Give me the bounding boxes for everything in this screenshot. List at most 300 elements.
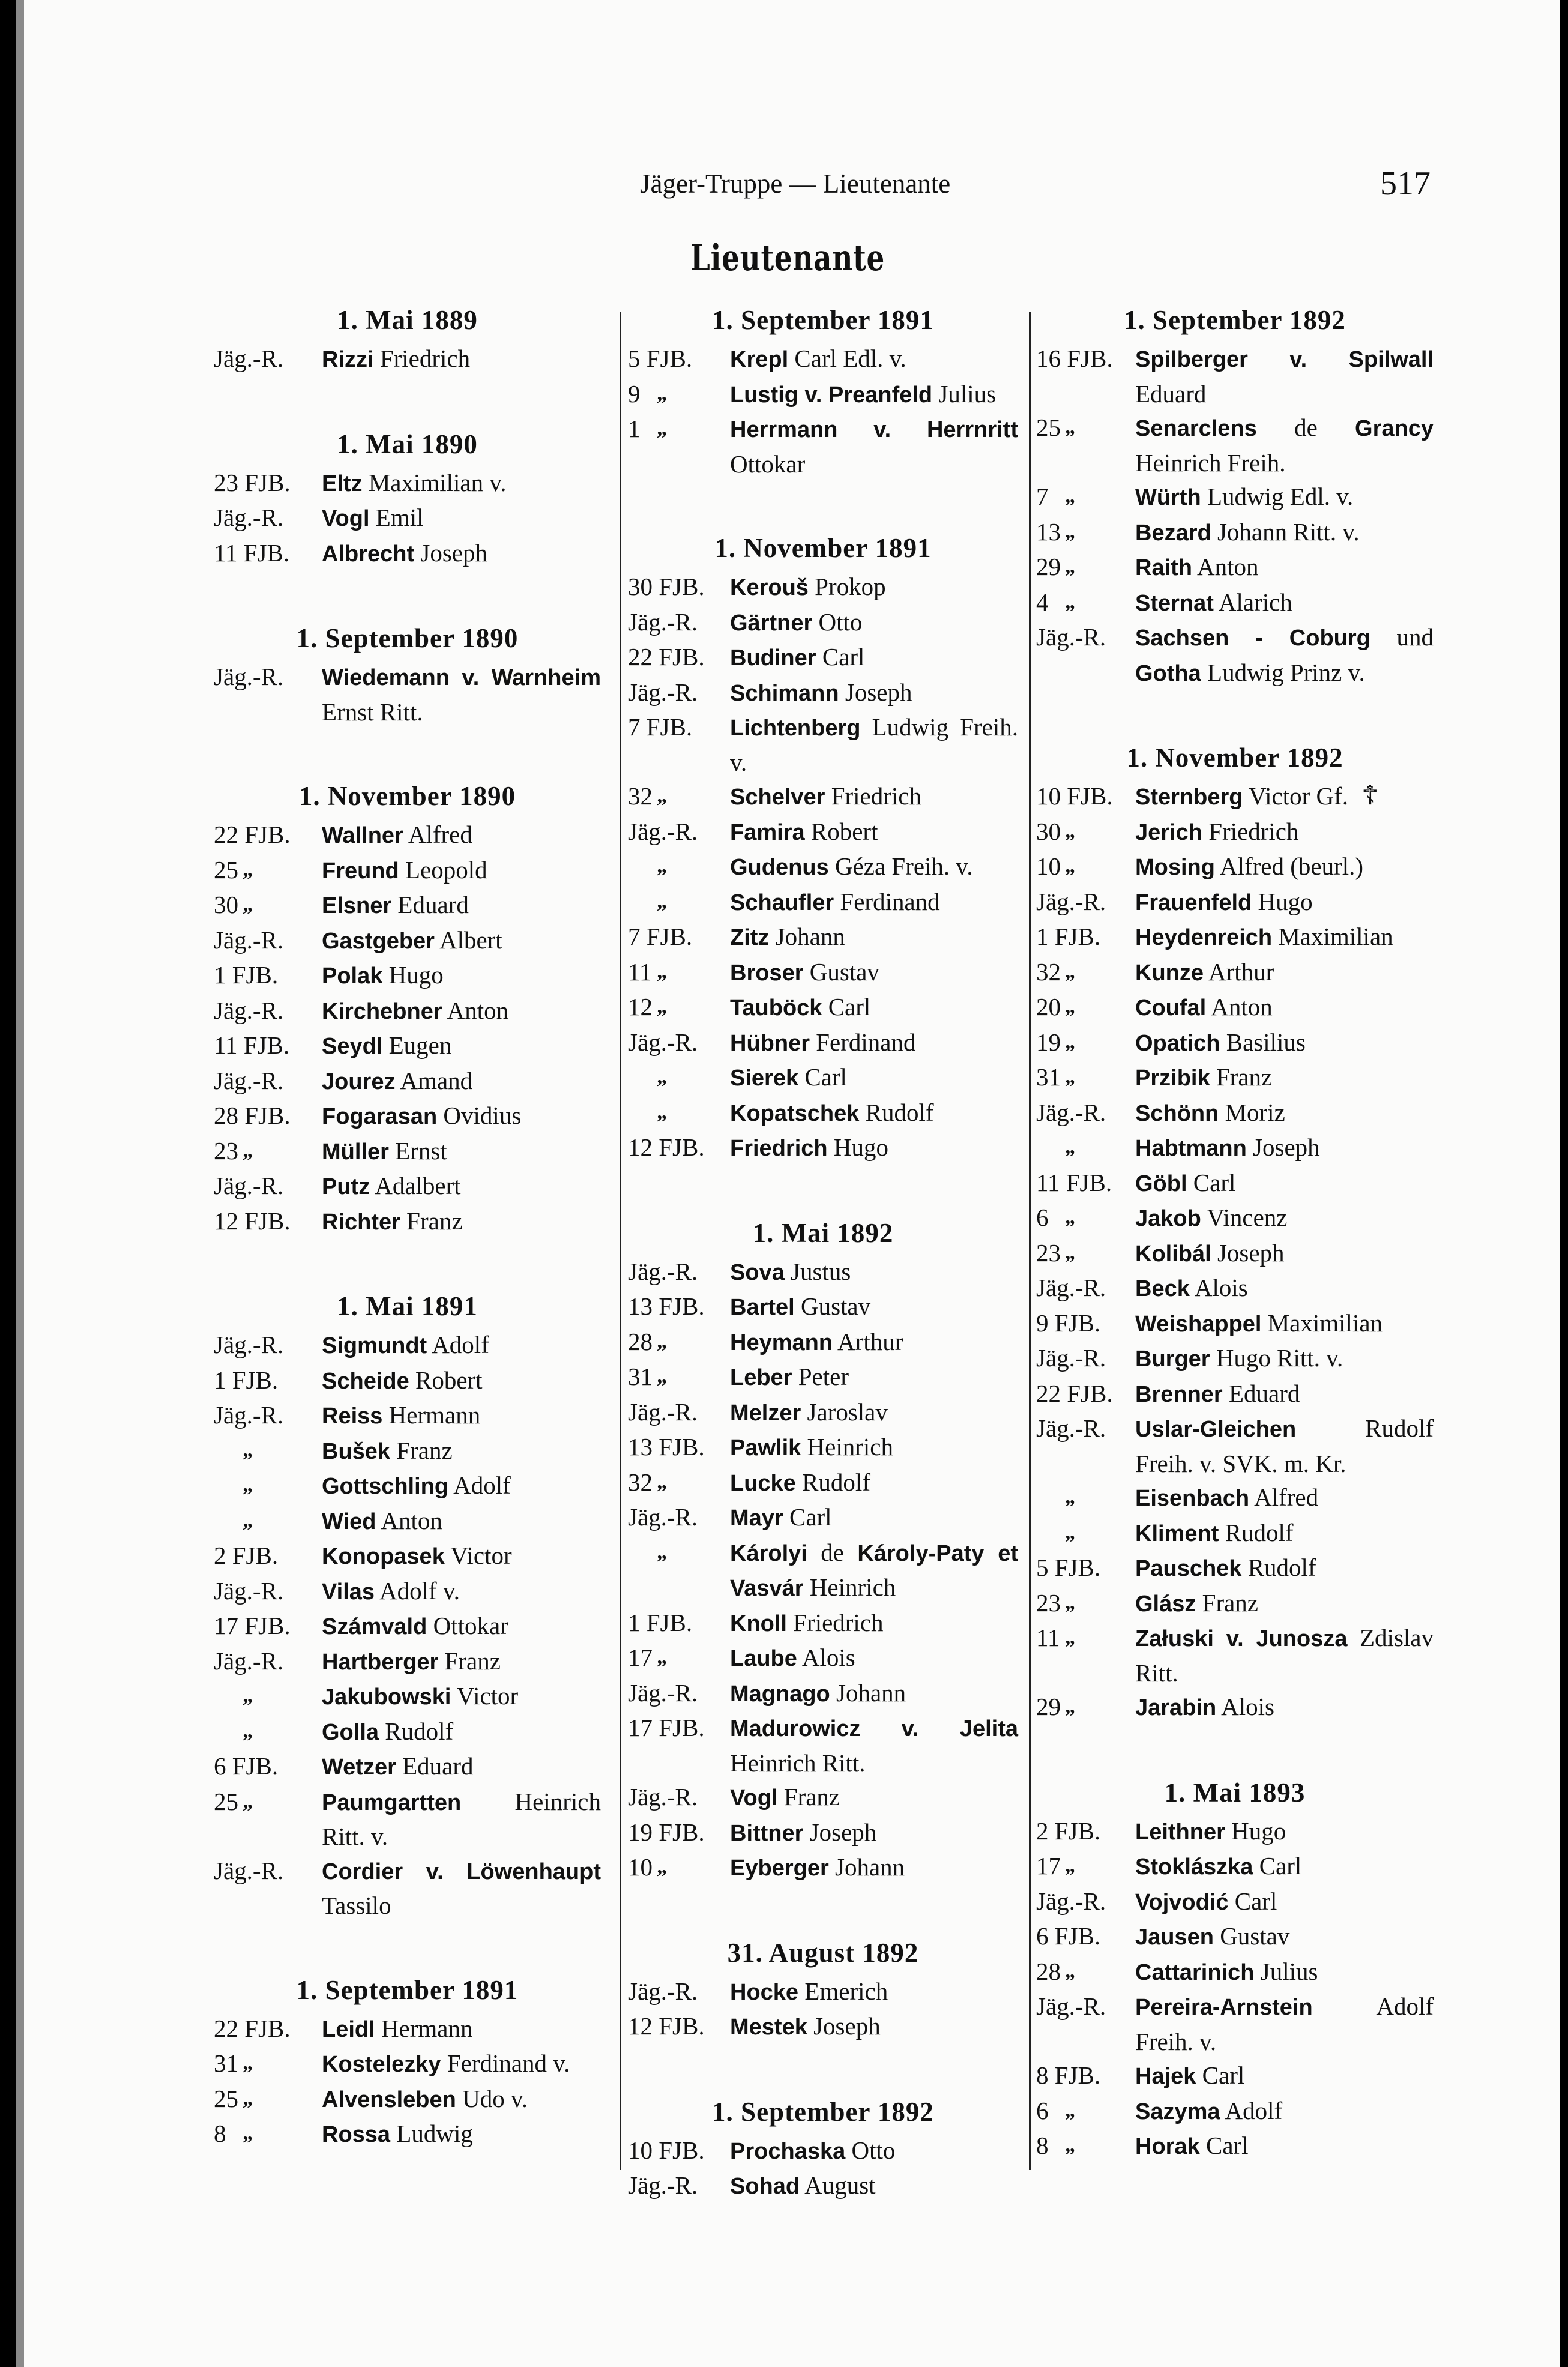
officer-surname: Glász: [1135, 1591, 1196, 1617]
officer-entry: [628, 377, 1018, 412]
officer-name: [1135, 550, 1434, 585]
unit-designation: [628, 1850, 730, 1886]
officer-given-name: Friedrich: [786, 1608, 884, 1636]
officer-entry: [628, 1641, 1018, 1676]
page-header: [16, 165, 1560, 210]
officer-surname: Zitz: [730, 925, 770, 950]
officer-given-name: Victor: [451, 1682, 519, 1710]
officer-surname: Lustig v. Preanfeld: [730, 382, 933, 408]
unit-designation: [1036, 2129, 1135, 2164]
officer-given-name: Eduard: [391, 891, 469, 918]
officer-given-name: Anton: [1192, 553, 1259, 580]
officer-name: [322, 1539, 601, 1574]
unit-designation: [1036, 1690, 1135, 1725]
unit-designation: [214, 1574, 322, 1609]
column-divider: [620, 312, 621, 2170]
officer-name: [322, 660, 601, 729]
page-spine-edge: [16, 0, 24, 2367]
officer-entry: [214, 888, 601, 923]
officer-surname: Laube: [730, 1646, 797, 1671]
promotion-date: 1. Mai 1893: [1164, 1777, 1306, 1808]
unit-designation: [214, 1169, 322, 1204]
unit-designation: [1036, 1376, 1135, 1412]
officer-given-name: Amand: [395, 1066, 473, 1094]
officer-surname: Kirchebner: [322, 998, 442, 1024]
officer-entry: [214, 1609, 601, 1644]
unit-designation: [628, 1255, 730, 1290]
unit-label: Jäg.-R.: [1036, 1098, 1106, 1126]
promotion-date: 1. September 1891: [296, 1974, 519, 2005]
officer-entry: [628, 1060, 1018, 1096]
officer-surname: Jakob: [1135, 1206, 1201, 1231]
unit-label: 11 FJB.: [214, 1031, 290, 1059]
officer-surname: Friedrich: [730, 1136, 828, 1161]
officer-name: [730, 1430, 1018, 1465]
unit-label: 17 FJB.: [214, 1612, 291, 1639]
ditto-mark: „: [1065, 485, 1075, 507]
officer-entry: [214, 1204, 601, 1240]
officer-surname: Załuski v. Junosza: [1135, 1626, 1348, 1651]
officer-entry: [1036, 342, 1434, 411]
unit-label: Jäg.-R.: [214, 663, 284, 690]
officer-entry: [628, 640, 1018, 675]
unit-designation: [1036, 779, 1135, 815]
ditto-mark: „: [657, 960, 667, 983]
ditto-mark: „: [243, 1719, 253, 1742]
officer-surname: Pauschek: [1135, 1556, 1242, 1581]
officer-name: [322, 1204, 601, 1240]
officer-surname: Kunze: [1135, 960, 1204, 986]
unit-label: 11 FJB.: [1036, 1168, 1112, 1196]
officer-surname: Jakubowski: [322, 1684, 451, 1710]
unit-designation: [1036, 342, 1135, 411]
officer-given-name: Ludwig: [390, 2120, 473, 2147]
officer-name: [730, 990, 1018, 1025]
officer-entry: [214, 994, 601, 1029]
unit-label: 22 FJB.: [214, 821, 291, 848]
unit-designation: [628, 675, 730, 711]
officer-surname: Rossa: [322, 2122, 391, 2147]
officer-entry: [628, 1025, 1018, 1061]
officer-given-name: Emil: [369, 504, 424, 531]
unit-designation: [214, 660, 322, 729]
ditto-mark: „: [243, 1438, 253, 1461]
officer-name: [322, 1574, 601, 1609]
promotion-date: 1. Mai 1890: [337, 429, 478, 459]
unit-label: Jäg.-R.: [1036, 1414, 1106, 1442]
officer-given-name: Friedrich: [825, 782, 921, 810]
officer-surname: Jerich: [1135, 819, 1202, 845]
officer-name: [1135, 1060, 1434, 1096]
unit-label: Jäg.-R.: [628, 1678, 698, 1707]
officer-name: [322, 1749, 601, 1785]
unit-designation: [214, 2082, 322, 2117]
officer-name: [1135, 1025, 1434, 1061]
officer-surname: Pereira-Arnstein: [1135, 1995, 1313, 2020]
officer-surname: Weishappel: [1135, 1311, 1262, 1337]
date-group: [1036, 303, 1434, 690]
officer-name: [322, 1679, 601, 1714]
officer-given-name: Hugo: [382, 961, 444, 989]
ditto-mark: „: [1065, 2134, 1075, 2156]
unit-designation: [628, 1025, 730, 1061]
unit-label: 4: [1036, 588, 1049, 616]
officer-name: [730, 1130, 1018, 1166]
officer-entry: [1036, 1166, 1434, 1201]
officer-name: [322, 2082, 601, 2117]
officer-entry: [1036, 1814, 1434, 1850]
ditto-mark: „: [243, 2052, 253, 2074]
officer-name: [730, 1536, 1018, 1606]
officer-surname: Freund: [322, 858, 399, 884]
officer-entry: [214, 1644, 601, 1680]
unit-designation: [628, 1974, 730, 2010]
unit-label: 30: [1036, 817, 1061, 845]
officer-entry: [1036, 1376, 1434, 1412]
officer-name: [322, 958, 601, 994]
officer-given-name: Adolf Freih. v.: [1135, 1992, 1434, 2055]
officer-entry: [628, 815, 1018, 850]
unit-label: 5 FJB.: [1036, 1554, 1101, 1581]
officer-given-name: Heinrich Freih.: [1135, 448, 1286, 477]
officer-entry: [628, 1465, 1018, 1501]
officer-entry: [1036, 1849, 1434, 1884]
officer-entry: [628, 1289, 1018, 1325]
officer-name: [322, 1363, 601, 1399]
officer-surname: Vogl: [730, 1785, 778, 1811]
unit-designation: [1036, 1884, 1135, 1920]
officer-entry: [214, 2082, 601, 2117]
unit-label: 25: [214, 855, 238, 884]
officer-name: [1135, 1551, 1434, 1586]
officer-entry: [628, 342, 1018, 377]
officer-name: [730, 849, 1018, 885]
unit-designation: [628, 710, 730, 779]
unit-designation: [628, 1289, 730, 1325]
unit-label: Jäg.-R.: [628, 1257, 698, 1285]
officer-surname: Opatich: [1135, 1030, 1220, 1056]
unit-label: 7 FJB.: [628, 923, 693, 950]
officer-surname: Rizzi: [322, 347, 374, 372]
officer-name: [322, 1609, 601, 1644]
officer-given-name: de: [1256, 414, 1355, 441]
officer-surname: Reiss: [322, 1404, 383, 1429]
officer-surname: Habtmann: [1135, 1136, 1247, 1161]
date-group: [628, 1936, 1018, 2045]
officer-surname: Vilas: [322, 1579, 375, 1605]
unit-label: 1: [628, 415, 641, 442]
ditto-mark: „: [243, 2087, 253, 2109]
officer-given-name: Arthur: [1204, 957, 1274, 986]
unit-designation: [1036, 2094, 1135, 2129]
officer-given-name: Franz: [777, 1783, 840, 1811]
unit-designation: [214, 818, 322, 853]
officer-given-name: Anton: [376, 1506, 442, 1534]
officer-given-name: Heinrich: [801, 1433, 893, 1461]
officer-given-name: Maximilian v.: [362, 468, 507, 496]
unit-designation: [628, 1641, 730, 1676]
officer-entry: [628, 1850, 1018, 1886]
officer-entry: [214, 1785, 601, 1854]
officer-name: [730, 815, 1018, 850]
officer-entry: [1036, 1201, 1434, 1236]
officer-name: [730, 1360, 1018, 1395]
unit-label: 10: [628, 1853, 653, 1881]
officer-entry: [214, 536, 601, 571]
officer-name: [1135, 1690, 1434, 1725]
officer-name: [322, 1169, 601, 1204]
unit-designation: [1036, 1551, 1135, 1586]
officer-surname: Konopasek: [322, 1544, 445, 1569]
officer-name: [1135, 849, 1434, 885]
ditto-mark: „: [1065, 995, 1075, 1018]
officer-name: [730, 779, 1018, 815]
officer-name: [730, 570, 1018, 605]
ditto-mark: „: [1065, 1066, 1075, 1088]
officer-surname: Fogarasan: [322, 1104, 438, 1129]
officer-given-name: Julius: [1254, 1957, 1318, 1985]
officer-name: [1135, 480, 1434, 515]
unit-label: 17: [1036, 1852, 1061, 1880]
officer-entry: [1036, 1551, 1434, 1586]
unit-label: 16 FJB.: [1036, 345, 1113, 372]
officer-name: [322, 501, 601, 536]
officer-given-name: Eduard: [396, 1752, 474, 1780]
date-group: [214, 1289, 601, 1923]
officer-given-name: Heinrich Ritt.: [730, 1749, 866, 1777]
officer-name: [1135, 1201, 1434, 1236]
officer-name: [1135, 1586, 1434, 1621]
unit-designation: [1036, 1480, 1135, 1516]
officer-entry: [1036, 411, 1434, 480]
officer-name: [730, 640, 1018, 675]
officer-given-name: Victor Gf.: [1243, 782, 1349, 810]
officer-given-name: Ferdinand: [810, 1028, 916, 1056]
unit-label: 32: [628, 1468, 653, 1496]
officer-given-name: Friedrich: [373, 345, 471, 372]
unit-designation: [628, 377, 730, 412]
unit-label: 1 FJB.: [1036, 923, 1101, 950]
officer-given-name: und: [1370, 623, 1434, 651]
officer-surname: Jourez: [322, 1069, 396, 1094]
officer-entry: [628, 570, 1018, 605]
officer-entry: [628, 710, 1018, 779]
officer-surname: Magnago: [730, 1681, 830, 1707]
officer-entry: [214, 466, 601, 501]
officer-given-name: Albert: [434, 926, 502, 954]
unit-label: 28: [1036, 1957, 1061, 1985]
officer-surname: Schelver: [730, 785, 825, 810]
unit-label: 25: [214, 2084, 238, 2112]
officer-surname: Famira: [730, 819, 805, 845]
officer-name: [1135, 1955, 1434, 1990]
unit-label: Jäg.-R.: [628, 1398, 698, 1426]
officer-surname: Mayr: [730, 1506, 783, 1531]
unit-designation: [1036, 1271, 1135, 1306]
officer-surname: Tauböck: [730, 995, 822, 1021]
unit-label: 9 FJB.: [1036, 1309, 1101, 1337]
officer-surname: Senarclens: [1135, 416, 1257, 441]
unit-designation: [1036, 1849, 1135, 1884]
unit-label: 23: [1036, 1588, 1061, 1617]
officer-entry: [214, 1134, 601, 1169]
officer-given-name: Otto: [812, 608, 863, 636]
unit-label: 22 FJB.: [214, 2014, 291, 2042]
officer-given-name: Ernst Ritt.: [322, 698, 423, 726]
officer-name: [730, 1060, 1018, 1096]
unit-designation: [628, 779, 730, 815]
officer-given-name: Alfred: [403, 821, 472, 848]
ditto-mark: „: [243, 2122, 253, 2144]
unit-designation: [628, 849, 730, 885]
officer-surname: Horak: [1135, 2134, 1200, 2159]
officer-entry: [628, 2009, 1018, 2045]
officer-name: [322, 1064, 601, 1099]
officer-given-name: Rudolf: [1241, 1554, 1316, 1581]
unit-label: Jäg.-R.: [1036, 1274, 1106, 1301]
date-group: [628, 531, 1018, 1166]
officer-entry: [1036, 620, 1434, 690]
officer-surname: Cordier v. Löwenhaupt: [322, 1859, 601, 1884]
officer-surname: Heymann: [730, 1330, 833, 1355]
ditto-mark: „: [1065, 2099, 1075, 2121]
officer-surname: Eyberger: [730, 1856, 829, 1881]
officer-surname: Kerouš: [730, 575, 809, 600]
officer-surname: Gärtner: [730, 610, 813, 636]
officer-surname: Wetzer: [322, 1755, 396, 1780]
ditto-mark: „: [243, 1474, 253, 1496]
unit-designation: [214, 1328, 322, 1363]
ditto-mark: „: [1065, 1959, 1075, 1982]
officer-name: [730, 1255, 1018, 1290]
officer-given-name: Hugo: [1225, 1817, 1286, 1845]
unit-label: Jäg.-R.: [214, 1647, 284, 1675]
officer-surname: Hartberger: [322, 1649, 439, 1675]
officer-given-name: Joseph: [839, 678, 912, 706]
unit-designation: [628, 412, 730, 481]
officer-given-name: Otto: [845, 2136, 896, 2164]
unit-label: 31: [628, 1363, 653, 1390]
ditto-mark: „: [1065, 1241, 1075, 1264]
ditto-mark: „: [1065, 1591, 1075, 1614]
ditto-mark: „: [1065, 520, 1075, 543]
promotion-date: 1. November 1892: [1126, 743, 1343, 773]
officer-entry: [628, 2133, 1018, 2169]
unit-designation: [1036, 1989, 1135, 2058]
unit-designation: [214, 2012, 322, 2047]
officer-entry: [214, 1749, 601, 1785]
unit-label: 23: [214, 1136, 238, 1165]
unit-label: 25: [214, 1787, 238, 1815]
officer-surname: Vojvodić: [1135, 1889, 1229, 1915]
unit-designation: [1036, 1201, 1135, 1236]
officer-surname: Sachsen - Coburg: [1135, 626, 1370, 651]
officer-given-name: Joseph: [1211, 1238, 1285, 1267]
ditto-mark: „: [657, 890, 667, 912]
unit-designation: [1036, 920, 1135, 955]
promotion-date: 31. August 1892: [727, 1937, 919, 1968]
column-1: [214, 303, 601, 2152]
officer-name: [1135, 1919, 1434, 1955]
officer-surname: Wallner: [322, 823, 403, 848]
unit-label: 1 FJB.: [214, 961, 279, 989]
officer-name: [730, 1850, 1018, 1886]
officer-entry: [628, 412, 1018, 481]
officer-given-name: Anton: [442, 996, 509, 1024]
officer-name: [1135, 1516, 1434, 1551]
officer-given-name: Emerich: [798, 1977, 888, 2005]
officer-given-name: Robert: [804, 817, 878, 845]
officer-name: [1135, 990, 1434, 1025]
date-group: [628, 2095, 1018, 2204]
ditto-mark: „: [243, 1509, 253, 1531]
unit-label: 2 FJB.: [1036, 1817, 1101, 1845]
officer-surname: Gastgeber: [322, 928, 435, 954]
unit-label: 17 FJB.: [628, 1714, 705, 1741]
officer-surname: Uslar-Gleichen: [1135, 1417, 1297, 1442]
officer-surname: Grancy: [1355, 416, 1434, 441]
officer-name: [730, 920, 1018, 955]
unit-designation: [214, 994, 322, 1029]
unit-label: 29: [1036, 553, 1061, 580]
officer-surname: Leithner: [1135, 1819, 1225, 1845]
unit-designation: [214, 466, 322, 501]
ditto-mark: „: [657, 1470, 667, 1493]
officer-name: [1135, 2094, 1434, 2129]
officer-name: [1135, 1166, 1434, 1201]
ditto-mark: „: [657, 1646, 667, 1668]
officer-given-name: Franz: [1210, 1063, 1273, 1091]
unit-label: Jäg.-R.: [214, 996, 284, 1024]
officer-entry: [628, 1430, 1018, 1465]
unit-label: 5 FJB.: [628, 345, 693, 372]
ditto-mark: „: [1065, 819, 1075, 842]
unit-label: 32: [1036, 957, 1061, 986]
unit-label: 11: [628, 957, 652, 986]
officer-surname: Stoklászka: [1135, 1854, 1253, 1880]
unit-label: 1 FJB.: [214, 1366, 279, 1394]
ditto-mark: „: [243, 1139, 253, 1162]
officer-entry: [628, 605, 1018, 641]
officer-given-name: Rudolf: [795, 1468, 870, 1496]
officer-entry: [214, 853, 601, 888]
officer-given-name: Rudolf: [1219, 1518, 1294, 1546]
officer-name: [322, 466, 601, 501]
officer-entry: [628, 1536, 1018, 1606]
officer-given-name: Ovidius: [437, 1102, 522, 1129]
officer-entry: [214, 1434, 601, 1469]
promotion-date: 1. September 1892: [712, 2096, 934, 2127]
officer-name: [322, 1134, 601, 1169]
officer-entry: [1036, 550, 1434, 585]
officer-surname: Przibik: [1135, 1066, 1210, 1091]
officer-entry: [1036, 1060, 1434, 1096]
officer-given-name: Prokop: [808, 573, 886, 600]
officer-surname: Számvald: [322, 1614, 427, 1639]
officer-name: [1135, 1306, 1434, 1342]
officer-given-name: Rudolf: [379, 1717, 454, 1745]
officer-name: [322, 2046, 601, 2082]
unit-designation: [214, 1854, 322, 1923]
unit-designation: [214, 1504, 322, 1539]
officer-given-name: Eduard: [1135, 379, 1207, 408]
unit-designation: [214, 1398, 322, 1434]
unit-designation: [628, 1536, 730, 1606]
officer-entry: [214, 1714, 601, 1750]
officer-given-name: Adolf: [448, 1471, 511, 1499]
officer-given-name: Ludwig Freih. v.: [730, 713, 1018, 776]
ditto-mark: „: [657, 995, 667, 1018]
